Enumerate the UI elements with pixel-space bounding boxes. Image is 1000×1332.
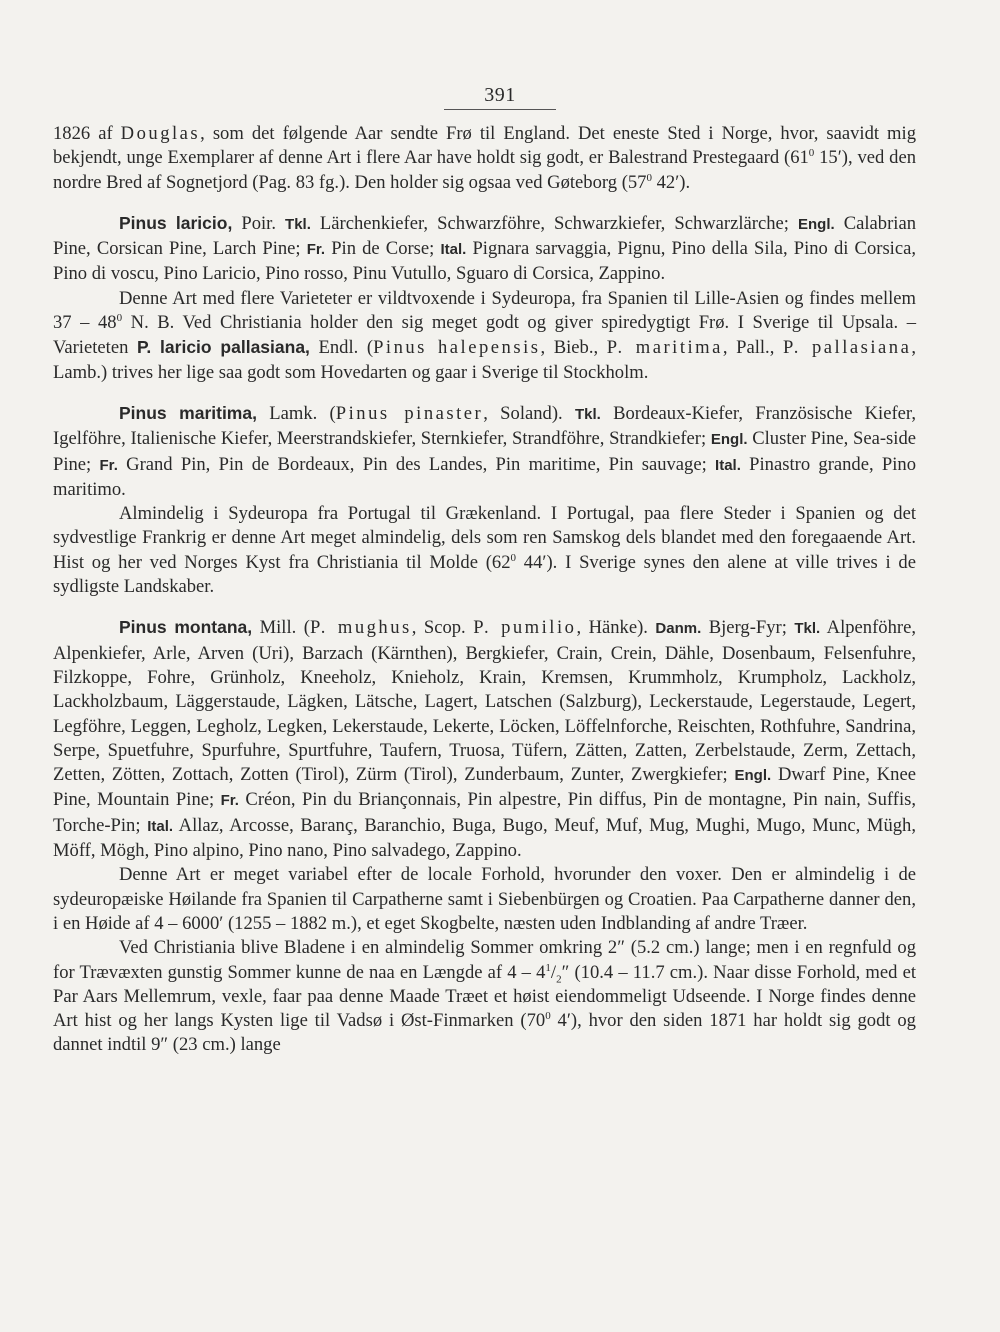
language-tag-italian: Ital. <box>147 817 174 835</box>
text-run: 44′). I Sverige synes den alene at ville trives i de sydligste Landskaber. <box>53 551 916 598</box>
text-run: 15′), ved den nordre Bred af Sognetjord (Pag. 83 fg.). Den holder sig ogsaa ved Gøteborg (57 <box>53 147 916 193</box>
synonym-name: P. maritima <box>606 337 723 359</box>
text-run: Almindelig i Sydeuropa fra Portugal til Grækenland. I Portugal, paa flere Steder i Spanien og det sydvestlige Frankrig er denne Art meget almindelig, dels som ren Samskog dels blandet med den foregaaende Art. Hist og her ved Norges Kyst fra Christiania til Molde (62 <box>53 503 916 573</box>
text-run: 42′). <box>651 171 691 193</box>
taxon-name: Pinus montana, <box>119 617 253 638</box>
synonym-name: P. mughus <box>309 617 412 639</box>
entry-pinus-montana <box>53 615 916 863</box>
entry-pinus-maritima <box>53 401 916 502</box>
taxon-author: Poir. <box>232 212 286 234</box>
text-run: 1826 af <box>53 123 121 144</box>
common-names-danish: Bjerg-Fyr; <box>701 617 795 639</box>
degree-mark: 0 <box>808 147 815 160</box>
common-names-german: Alpenföhre, Alpenkiefer, Arle, Arven (Uri), Barzach (Kärnthen), Bergkiefer, Crain, Crein, Dähle, Dosenbaum, Felsenfuhre, Filzkoppe, Fohre, Grünholz, Kneeholz, Knieholz, Krain, Kremsen, Krummholz, Krumpholz, Lackholz, Lackholzbaum, Läggerstaude, Lägken, Lätsche, Lagert, Latschen (Salzburg), Leckerstaude, Legerstaude, Legert, Legföhre, Leggen, Legholz, Legken, Lekerstaude, Lekerte, Löcken, Löffelnforche, Reischten, Rothfuhre, Sandrina, Serpe, Spuetfuhre, Spurfuhre, Spurtfuhre, Taufern, Truosa, Tüfern, Zätten, Zatten, Zerbelstaude, Zerm, Zettach, Zetten, Zötten, Zottach, Zotten (Tirol), Zürm (Tirol), Zunderbaum, Zunter, Zwergkiefer; <box>53 617 916 786</box>
paragraph-douglas <box>53 122 916 195</box>
common-names-french: Pin de Corse; <box>325 238 441 260</box>
page-body <box>53 122 916 1058</box>
text-run: , Soland). <box>483 402 575 424</box>
language-tag-italian: Ital. <box>715 456 741 474</box>
synonym-name: P. pumilio <box>473 617 577 639</box>
text-run: , Pall., <box>722 337 783 359</box>
synonym-name: P. pallasiana <box>782 337 912 359</box>
text-run: , Scop. <box>411 617 474 639</box>
common-names-english: Dwarf Pine, Knee Pine, Mountain Pine; <box>53 764 916 811</box>
language-tag-german: Tkl. <box>574 405 601 423</box>
language-tag-danish: Danm. <box>655 620 702 638</box>
degree-mark: 0 <box>646 171 652 184</box>
entry-pinus-laricio <box>53 211 916 287</box>
language-tag-german: Tkl. <box>794 620 821 638</box>
language-tag-french: Fr. <box>99 456 118 474</box>
language-tag-english: Engl. <box>710 431 748 449</box>
common-names-italian: Pinastro grande, Pino maritimo. <box>53 453 917 500</box>
taxon-name: Pinus laricio, <box>119 212 233 233</box>
text-run: , Bieb., <box>540 337 607 359</box>
taxon-name: Pinus maritima, <box>119 402 257 423</box>
paragraph-maritima-distribution <box>53 502 916 599</box>
text-run: Endl. ( <box>309 337 374 359</box>
synonym-name: Pinus pinaster <box>335 402 484 424</box>
text-run: Ved Christiania blive Bladene i en almindelig Sommer omkring 2″ (5.2 cm.) lange; men i en regnfuld og for Trævæxten gunstig Sommer kunne de naa en Længde af 4 – 4 <box>53 937 916 983</box>
paragraph-montana-leaves <box>53 936 916 1057</box>
text-run: , Lamb.) trives her lige saa godt som Hovedarten og gaar i Sverige til Stockholm. <box>53 337 916 383</box>
variety-name: P. laricio pallasiana, <box>136 337 310 358</box>
fraction-denominator: 2 <box>556 973 562 986</box>
page-number: 391 <box>444 84 556 110</box>
person-name: Douglas <box>120 123 201 144</box>
language-tag-german: Tkl. <box>285 215 311 233</box>
degree-mark: 0 <box>116 311 123 324</box>
common-names-german: Bordeaux-Kiefer, Französische Kiefer, Igelföhre, Italienische Kiefer, Meerstrandskiefer, Sternkiefer, Strandföhre, Strandkiefer; <box>53 402 916 450</box>
fraction-slash: / <box>550 961 557 983</box>
common-names-english: Calabrian Pine, Corsican Pine, Larch Pine; <box>53 212 916 260</box>
degree-mark: 0 <box>510 551 517 564</box>
language-tag-french: Fr. <box>306 241 326 259</box>
common-names-italian: Pignara sarvaggia, Pignu, Pino della Sila, Pino di Corsica, Pino di voscu, Pino Laricio, Pino rosso, Pinu Vutullo, Sguaro di Corsica, Zappino. <box>53 238 916 285</box>
paragraph-montana-variability: Denne Art er meget variabel efter de locale Forhold, hvorunder den voxer. Den er almindelig i de sydeuropæiske Høilande fra Spanien til Carpatherne samt i Siebenbürgen og Croatien. Paa Carpatherne danner den, i en Høide af 4 – 6000′ (1255 – 1882 m.), et eget Skogbelte, næsten uden Indblanding af andre Træer. <box>53 864 916 934</box>
common-names-german: Lärchenkiefer, Schwarzföhre, Schwarzkiefer, Schwarzlärche; <box>310 212 798 234</box>
language-tag-english: Engl. <box>798 215 835 233</box>
common-names-french: Créon, Pin du Briançonnais, Pin alpestre, Pin diffus, Pin de montagne, Pin nain, Suffis, Torche-Pin; <box>53 789 916 836</box>
common-names-italian: Allaz, Arcosse, Baranç, Baranchio, Buga, Bugo, Meuf, Muf, Mug, Mughi, Mugo, Munc, Mügh, Möff, Mögh, Pino alpino, Pino nano, Pino salvadego, Zappino. <box>53 814 916 862</box>
paragraph-laricio-distribution <box>53 287 916 385</box>
common-names-english: Cluster Pine, Sea-side Pine; <box>53 428 917 475</box>
language-tag-italian: Ital. <box>440 241 467 259</box>
text-run: Denne Art med flere Varieteter er vildtvoxende i Sydeuropa, fra Spanien til Lille-Asien og findes mellem 37 – 48 <box>53 287 916 334</box>
common-names-french: Grand Pin, Pin de Bordeaux, Pin des Landes, Pin maritime, Pin sauvage; <box>117 453 716 475</box>
language-tag-french: Fr. <box>220 792 239 810</box>
fraction-numerator: 1 <box>545 961 551 974</box>
text-run: , som det følgende Aar sendte Frø til England. Det eneste Sted i Norge, hvor, saavidt mig bekjendt, unge Exemplarer af denne Art i flere Aar have holdt sig godt, er Balestrand Prestegaard (61 <box>53 123 916 169</box>
text-run: ″ (10.4 – 11.7 cm.). Naar disse Forhold, med et Par Aars Mellemrum, vexle, faar paa denne Maade Træet et høist eiendommeligt Udseende. I Norge findes denne Art hist og her langs Kysten lige til Vadsø i Øst-Finmarken (70 <box>53 961 916 1032</box>
text-run: 4′), hvor den siden 1871 har holdt sig godt og dannet indtil 9″ (23 cm.) lange <box>53 1010 916 1056</box>
text-run: , Hänke). <box>576 617 656 639</box>
text-run: N. B. Ved Christiania holder den sig meget godt og giver spiredygtigt Frø. I Sverige til Upsala. – Varieteten <box>53 312 916 359</box>
synonym-name: Pinus halepensis <box>373 337 541 359</box>
degree-mark: 0 <box>545 1009 551 1022</box>
taxon-author: Mill. ( <box>252 617 310 639</box>
taxon-author: Lamk. ( <box>256 402 336 424</box>
page-header <box>0 84 1000 110</box>
language-tag-english: Engl. <box>734 767 772 785</box>
